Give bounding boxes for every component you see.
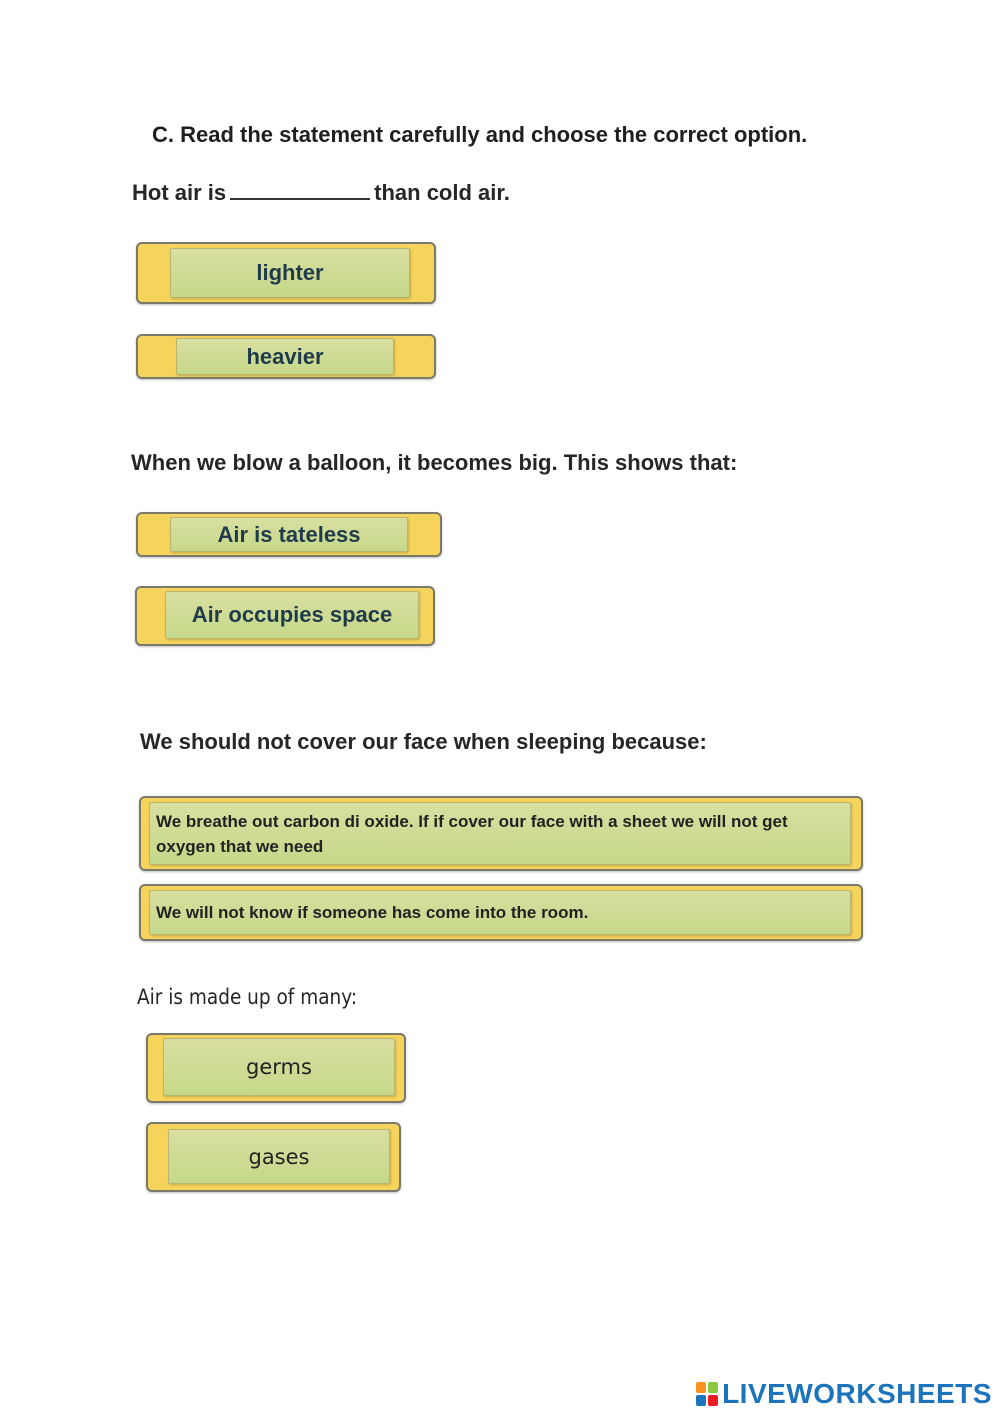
option-label: germs <box>163 1038 395 1096</box>
option-label: gases <box>168 1129 390 1184</box>
option-label: We breathe out carbon di oxide. If if cover our face with a sheet we will not get oxygen that we need <box>149 802 851 865</box>
question-1-text-after: than cold air. <box>374 180 510 205</box>
instructions-heading: C. Read the statement carefully and choose the correct option. <box>152 122 808 147</box>
option-germs[interactable] <box>146 1033 406 1103</box>
option-breathe-out-carbon-dioxide[interactable] <box>139 796 863 871</box>
question-3: We should not cover our face when sleeping because: <box>140 729 707 754</box>
option-label: Air occupies space <box>165 591 419 639</box>
logo-text: LIVEWORKSHEETS <box>722 1378 992 1409</box>
option-heavier[interactable] <box>136 334 436 379</box>
option-air-is-tateless[interactable] <box>136 512 442 557</box>
answer-blank <box>230 184 370 200</box>
option-someone-come-into-room[interactable] <box>139 884 863 941</box>
option-air-occupies-space[interactable] <box>135 586 435 646</box>
option-gases[interactable] <box>146 1122 401 1192</box>
liveworksheets-logo <box>696 1378 992 1410</box>
question-1-text-before: Hot air is <box>132 180 227 205</box>
option-lighter[interactable] <box>136 242 436 304</box>
liveworksheets-logo-icon <box>696 1382 718 1406</box>
option-label: lighter <box>170 248 410 298</box>
question-1 <box>132 180 510 206</box>
option-label: We will not know if someone has come into the room. <box>149 890 851 935</box>
question-2: When we blow a balloon, it becomes big. This shows that: <box>131 450 738 475</box>
option-label: heavier <box>176 338 394 375</box>
option-label: Air is tateless <box>170 517 408 552</box>
question-4: Air is made up of many: <box>137 985 358 1009</box>
